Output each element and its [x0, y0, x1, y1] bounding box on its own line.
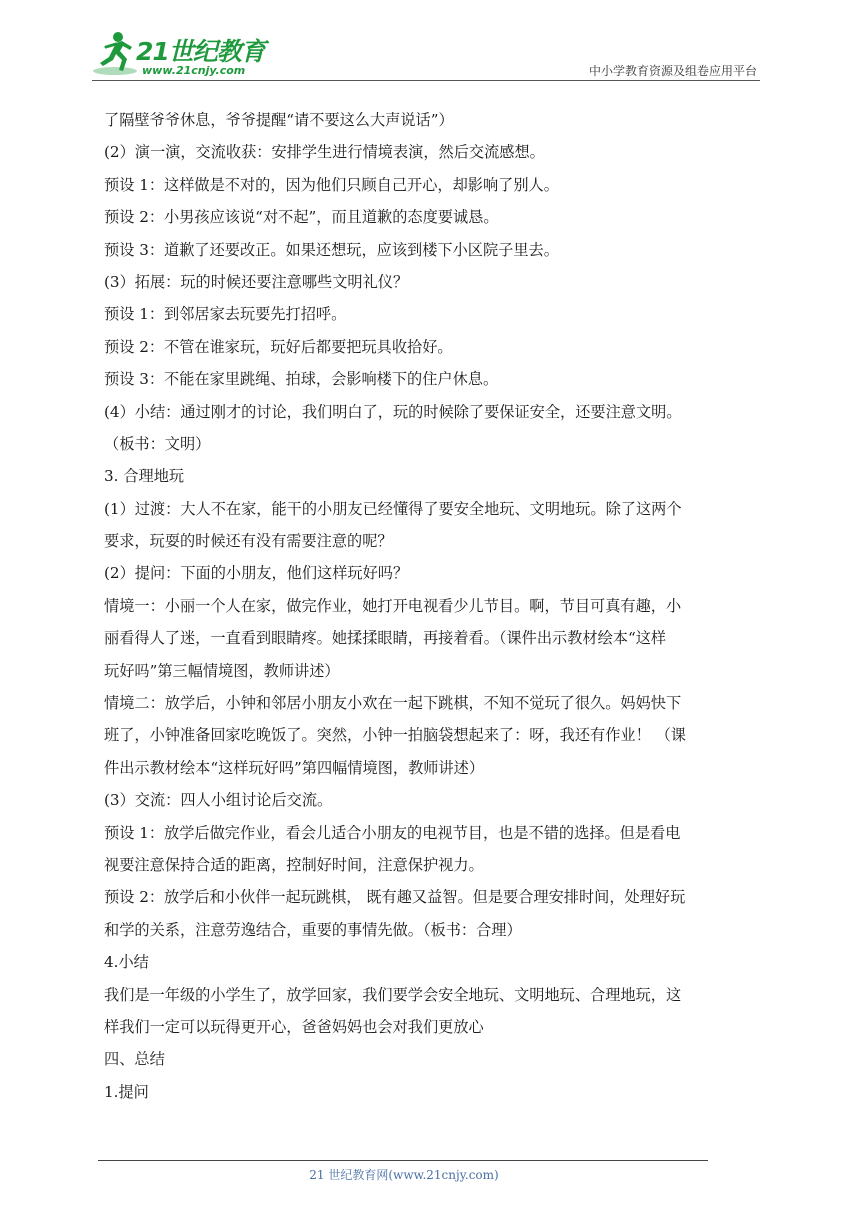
text-line: 丽看得人了迷，一直看到眼睛疼。她揉揉眼睛，再接着看。（课件出示教材绘本“这样	[104, 629, 667, 648]
text-line: 预设 1：到邻居家去玩要先打招呼。	[104, 305, 347, 324]
text-line: 玩好吗”第三幅情境图，教师讲述）	[104, 661, 340, 680]
text-line: 3. 合理地玩	[104, 467, 185, 486]
text-line: 预设 2：放学后和小伙伴一起玩跳棋， 既有趣又益智。但是要合理安排时间，处理好玩	[104, 888, 686, 907]
site-logo[interactable]	[92, 30, 265, 78]
text-line: (2）演一演，交流收获：安排学生进行情境表演，然后交流感想。	[104, 143, 545, 162]
text-line: 要求，玩耍的时候还有没有需要注意的呢？	[104, 532, 393, 551]
text-line: (2）提问：下面的小朋友，他们这样玩好吗？	[104, 564, 409, 583]
text-line: (1）过渡：大人不在家，能干的小朋友已经懂得了要安全地玩、文明地玩。除了这两个	[104, 499, 682, 518]
text-line: (4）小结：通过刚才的讨论，我们明白了，玩的时候除了要保证安全，还要注意文明。	[104, 402, 682, 421]
runner-logo-icon	[92, 30, 138, 78]
text-line: 和学的关系，注意劳逸结合，重要的事情先做。（板书：合理）	[104, 920, 522, 939]
text-line: 预设 1：放学后做完作业，看会儿适合小朋友的电视节目，也是不错的选择。但是看电	[104, 823, 681, 842]
logo-text: 21世纪教育	[136, 37, 265, 66]
text-line: 了隔壁爷爷休息，爷爷提醒“请不要这么大声说话”）	[104, 111, 454, 129]
text-line: 样我们一定可以玩得更开心，爸爸妈妈也会对我们更放心	[104, 1017, 484, 1036]
text-line: 视要注意保持合适的距离，控制好时间，注意保护视力。	[104, 855, 484, 874]
text-line: (3）交流：四人小组讨论后交流。	[104, 791, 333, 810]
text-line: 情境二：放学后，小钟和邻居小朋友小欢在一起下跳棋，不知不觉玩了很久。妈妈快下	[104, 694, 682, 713]
text-line: 预设 1：这样做是不对的，因为他们只顾自己开心，却影响了别人。	[104, 175, 559, 194]
text-line: (3）拓展：玩的时候还要注意哪些文明礼仪？	[104, 272, 409, 291]
footer-text[interactable]: 21 世纪教育网(www.21cnjy.com)	[309, 1168, 499, 1182]
text-line: 情境一：小丽一个人在家，做完作业，她打开电视看少儿节目。啊，节目可真有趣，小	[104, 596, 682, 615]
text-line: 1.提问	[104, 1082, 149, 1101]
platform-title: 中小学教育资源及组卷应用平台	[588, 64, 757, 78]
footer-divider	[98, 1160, 708, 1161]
text-line: 预设 2：小男孩应该说“对不起”，而且道歉的态度要诚恳。	[104, 208, 499, 227]
text-line: 预设 3：不能在家里跳绳、拍球，会影响楼下的住户休息。	[104, 370, 499, 389]
text-line: 班了，小钟准备回家吃晚饭了。突然，小钟一拍脑袋想起来了：呀，我还有作业！ （课	[104, 726, 686, 745]
text-line: 四、总结	[104, 1050, 165, 1069]
text-line: 预设 2：不管在谁家玩，玩好后都要把玩具收拾好。	[104, 337, 453, 356]
page-header	[0, 0, 860, 85]
text-line: 我们是一年级的小学生了，放学回家，我们要学会安全地玩、文明地玩、合理地玩，这	[104, 985, 682, 1004]
document-body	[104, 104, 762, 1108]
text-line: 件出示教材绘本“这样玩好吗”第四幅情境图，教师讲述）	[104, 758, 485, 777]
header-divider	[92, 80, 760, 81]
logo-url: www.21cnjy.com	[142, 64, 246, 77]
text-line: 预设 3：道歉了还要改正。如果还想玩，应该到楼下小区院子里去。	[104, 240, 559, 259]
text-line: （板书：文明）	[104, 434, 211, 453]
text-line: 4.小结	[104, 953, 149, 972]
